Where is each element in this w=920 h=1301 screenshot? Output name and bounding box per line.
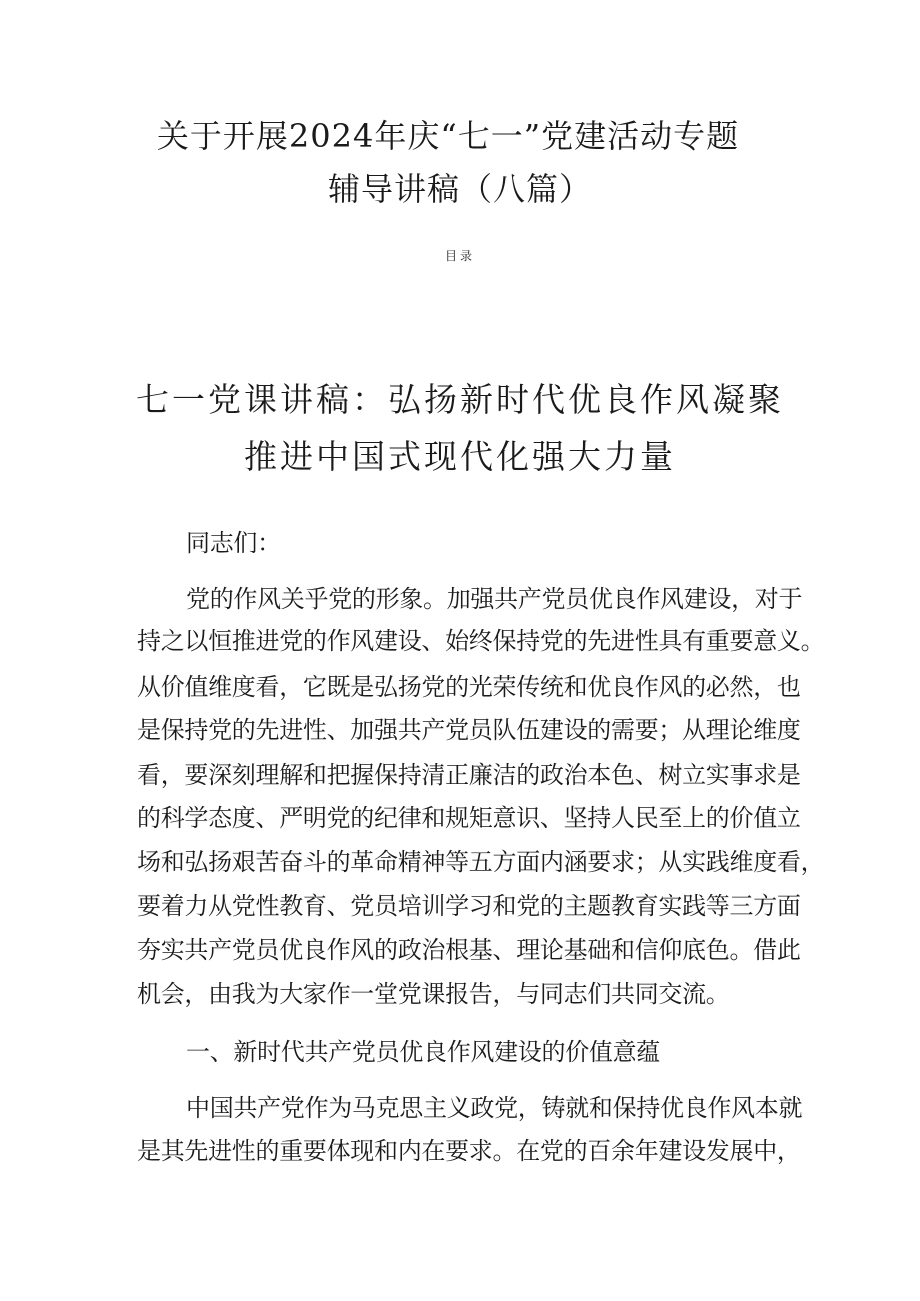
paragraph-1-line: 夯实共产党员优良作风的政治根基、理论基础和信仰底色。借此 <box>137 936 801 964</box>
paragraph-1-line: 从价值维度看，它既是弘扬党的光荣传统和优良作风的必然，也 <box>137 673 801 701</box>
paragraph-1-line: 的科学态度、严明党的纪律和规矩意识、坚持人民至上的价值立 <box>137 804 801 832</box>
paragraph-1-line: 机会，由我为大家作一堂党课报告，与同志们共同交流。 <box>137 980 730 1008</box>
salutation: 同志们： <box>186 529 281 557</box>
section-1-heading: 一、新时代共产党员优良作风建设的价值意蕴 <box>186 1038 660 1066</box>
paragraph-1-line: 是保持党的先进性、加强共产党员队伍建设的需要；从理论维度 <box>137 716 801 744</box>
paragraph-1-line: 看，要深刻理解和把握保持清正廉洁的政治本色、树立实事求是 <box>137 761 801 789</box>
speech-title-line-1: 七一党课讲稿：弘扬新时代优良作风凝聚 <box>136 380 784 419</box>
document-title-line-1: 关于开展2024年庆“七一”党建活动专题 <box>156 117 740 155</box>
document-title-line-2: 辅导讲稿（八篇） <box>327 170 592 208</box>
paragraph-1-line: 持之以恒推进党的作风建设、始终保持党的先进性具有重要意义。 <box>137 627 825 655</box>
paragraph-1-line: 党的作风关乎党的形象。加强共产党员优良作风建设，对于 <box>186 585 803 613</box>
table-of-contents-label: 目录 <box>444 249 475 263</box>
paragraph-2-line: 中国共产党作为马克思主义政党，铸就和保持优良作风本就 <box>186 1094 803 1122</box>
paragraph-1-line: 要着力从党性教育、党员培训学习和党的主题教育实践等三方面 <box>137 892 801 920</box>
paragraph-2-line: 是其先进性的重要体现和内在要求。在党的百余年建设发展中， <box>137 1137 801 1165</box>
speech-title-line-2: 推进中国式现代化强大力量 <box>244 437 676 476</box>
paragraph-1-line: 场和弘扬艰苦奋斗的革命精神等五方面内涵要求；从实践维度看， <box>137 848 825 876</box>
